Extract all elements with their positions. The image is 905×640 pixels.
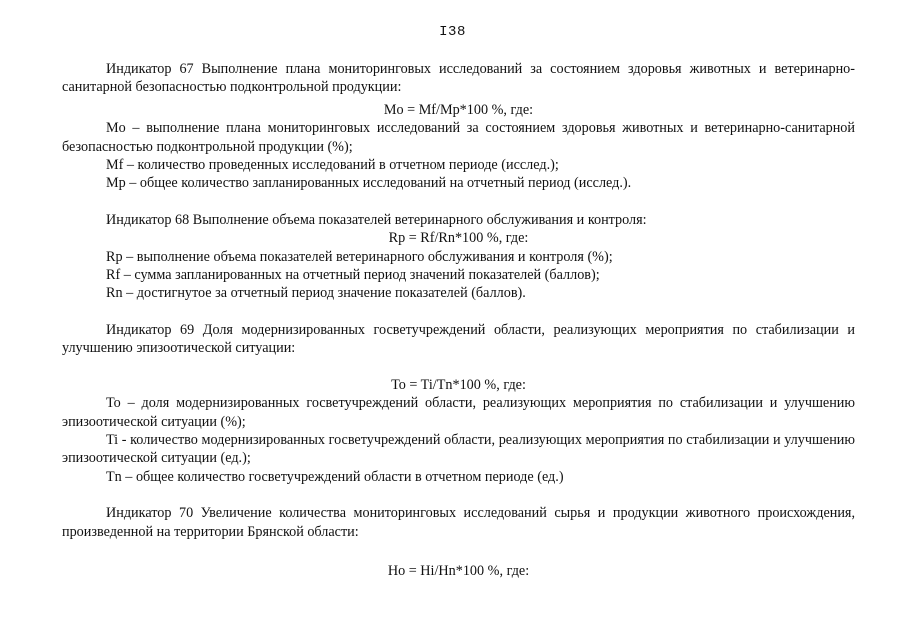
definition: To – доля модернизированных госветучреждений области, реализующих мероприятия по стабилизации и улучшению эпизоотической ситуации (%);: [62, 395, 855, 430]
formula: Ho = Hi/Hn*100 %, где:: [387, 562, 530, 579]
document-body: [62, 60, 855, 580]
definition: Rp – выполнение объема показателей ветеринарного обслуживания и контроля (%);: [106, 248, 613, 265]
definition: Ti - количество модернизированных госветучреждений области, реализующих мероприятия по стабилизации и улучшению эпизоотической ситуации (ед.);: [62, 431, 855, 467]
definition: Mp – общее количество запланированных исследований на отчетный период (исслед.).: [106, 175, 632, 192]
definition: Mo – выполнение плана мониторинговых исследований за состоянием здоровья животных и ветеринарно-санитарной безопасностью подконтрольной продукции (%);: [62, 120, 855, 155]
formula: Mo = Mf/Mp*100 %, где:: [383, 101, 534, 118]
indicator-heading: Индикатор 70 Увеличение количества мониторинговых исследований сырья и продукции животного происхождения, произведенной на территории Брянской области:: [62, 505, 855, 540]
indicator-68: [62, 211, 855, 303]
formula: To = Ti/Tn*100 %, где:: [391, 376, 526, 393]
definition: Rn – достигнутое за отчетный период значение показателей (баллов).: [106, 285, 526, 302]
formula: Rp = Rf/Rn*100 %, где:: [388, 230, 529, 247]
definition: Mf – количество проведенных исследований в отчетном периоде (исслед.);: [106, 157, 559, 174]
indicator-heading: Индикатор 68 Выполнение объема показателей ветеринарного обслуживания и контроля:: [106, 211, 647, 228]
definition: Rf – сумма запланированных на отчетный период значений показателей (баллов);: [106, 267, 600, 284]
indicator-69: [62, 321, 855, 486]
indicator-heading: Индикатор 69 Доля модернизированных госветучреждений области, реализующих мероприятия по стабилизации и улучшению эпизоотической ситуации:: [62, 321, 855, 357]
page-number: I38: [439, 24, 466, 40]
indicator-heading: Индикатор 67 Выполнение плана мониторинговых исследований за состоянием здоровья животных и ветеринарно-санитарной безопасностью подконтрольной продукции:: [62, 61, 855, 96]
indicator-70: [62, 504, 855, 580]
definition: Tn – общее количество госветучреждений области в отчетном периоде (ед.): [106, 468, 564, 485]
indicator-67: [62, 60, 855, 193]
